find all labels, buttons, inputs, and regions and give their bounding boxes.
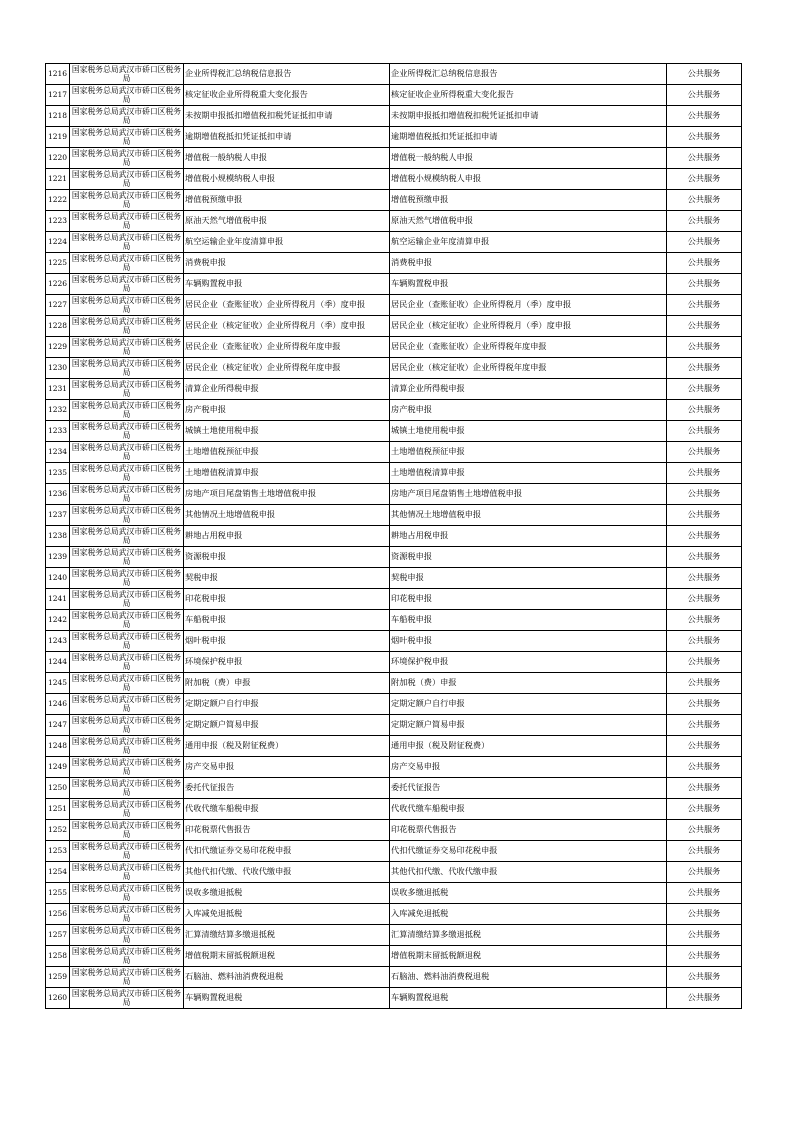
department-name: 国家税务总局武汉市硚口区税务局 (70, 442, 184, 463)
row-number: 1230 (46, 358, 70, 379)
table-row (46, 127, 742, 148)
service-name: 附加税（费）申报 (184, 673, 390, 694)
table-row (46, 757, 742, 778)
department-name: 国家税务总局武汉市硚口区税务局 (70, 316, 184, 337)
service-type: 公共服务 (667, 820, 742, 841)
department-name: 国家税务总局武汉市硚口区税务局 (70, 421, 184, 442)
service-item: 其他情况土地增值税申报 (390, 505, 667, 526)
department-name: 国家税务总局武汉市硚口区税务局 (70, 967, 184, 988)
service-name: 居民企业（核定征收）企业所得税月（季）度申报 (184, 316, 390, 337)
service-item: 附加税（费）申报 (390, 673, 667, 694)
service-item: 土地增值税清算申报 (390, 463, 667, 484)
service-item: 耕地占用税申报 (390, 526, 667, 547)
service-type: 公共服务 (667, 106, 742, 127)
service-name: 定期定额户自行申报 (184, 694, 390, 715)
row-number: 1259 (46, 967, 70, 988)
service-item: 印花税申报 (390, 589, 667, 610)
service-name: 航空运输企业年度清算申报 (184, 232, 390, 253)
service-item: 通用申报（税及附征税费） (390, 736, 667, 757)
service-name: 企业所得税汇总纳税信息报告 (184, 64, 390, 85)
department-name: 国家税务总局武汉市硚口区税务局 (70, 778, 184, 799)
row-number: 1217 (46, 85, 70, 106)
service-item: 清算企业所得税申报 (390, 379, 667, 400)
table-row (46, 295, 742, 316)
service-type: 公共服务 (667, 337, 742, 358)
table-row (46, 547, 742, 568)
table-row (46, 316, 742, 337)
table-row (46, 568, 742, 589)
service-name: 环境保护税申报 (184, 652, 390, 673)
row-number: 1258 (46, 946, 70, 967)
service-name: 车船税申报 (184, 610, 390, 631)
service-name: 资源税申报 (184, 547, 390, 568)
department-name: 国家税务总局武汉市硚口区税务局 (70, 232, 184, 253)
service-type: 公共服务 (667, 85, 742, 106)
row-number: 1222 (46, 190, 70, 211)
service-name: 房产交易申报 (184, 757, 390, 778)
service-item: 入库减免退抵税 (390, 904, 667, 925)
service-type: 公共服务 (667, 925, 742, 946)
department-name: 国家税务总局武汉市硚口区税务局 (70, 484, 184, 505)
table-row (46, 463, 742, 484)
service-item: 居民企业（核定征收）企业所得税年度申报 (390, 358, 667, 379)
service-item: 增值税小规模纳税人申报 (390, 169, 667, 190)
service-type: 公共服务 (667, 64, 742, 85)
department-name: 国家税务总局武汉市硚口区税务局 (70, 190, 184, 211)
department-name: 国家税务总局武汉市硚口区税务局 (70, 631, 184, 652)
service-name: 居民企业（核定征收）企业所得税年度申报 (184, 358, 390, 379)
service-type: 公共服务 (667, 694, 742, 715)
department-name: 国家税务总局武汉市硚口区税务局 (70, 127, 184, 148)
row-number: 1237 (46, 505, 70, 526)
service-name: 印花税申报 (184, 589, 390, 610)
row-number: 1241 (46, 589, 70, 610)
row-number: 1223 (46, 211, 70, 232)
service-type: 公共服务 (667, 169, 742, 190)
service-item: 委托代征报告 (390, 778, 667, 799)
service-type: 公共服务 (667, 379, 742, 400)
service-item: 代收代缴车船税申报 (390, 799, 667, 820)
department-name: 国家税务总局武汉市硚口区税务局 (70, 883, 184, 904)
service-item: 居民企业（查账征收）企业所得税年度申报 (390, 337, 667, 358)
service-type: 公共服务 (667, 883, 742, 904)
service-type: 公共服务 (667, 316, 742, 337)
service-item: 房产交易申报 (390, 757, 667, 778)
service-type: 公共服务 (667, 589, 742, 610)
service-type: 公共服务 (667, 274, 742, 295)
department-name: 国家税务总局武汉市硚口区税务局 (70, 904, 184, 925)
service-name: 未按期申报抵扣增值税扣税凭证抵扣申请 (184, 106, 390, 127)
service-item: 定期定额户自行申报 (390, 694, 667, 715)
row-number: 1254 (46, 862, 70, 883)
department-name: 国家税务总局武汉市硚口区税务局 (70, 736, 184, 757)
service-name: 石脑油、燃料油消费税退税 (184, 967, 390, 988)
service-type: 公共服务 (667, 841, 742, 862)
department-name: 国家税务总局武汉市硚口区税务局 (70, 841, 184, 862)
service-item: 房产税申报 (390, 400, 667, 421)
row-number: 1238 (46, 526, 70, 547)
row-number: 1221 (46, 169, 70, 190)
service-item: 其他代扣代缴、代收代缴申报 (390, 862, 667, 883)
service-name: 城镇土地使用税申报 (184, 421, 390, 442)
service-type: 公共服务 (667, 505, 742, 526)
service-name: 烟叶税申报 (184, 631, 390, 652)
department-name: 国家税务总局武汉市硚口区税务局 (70, 589, 184, 610)
row-number: 1246 (46, 694, 70, 715)
department-name: 国家税务总局武汉市硚口区税务局 (70, 925, 184, 946)
service-name: 契税申报 (184, 568, 390, 589)
service-name: 居民企业（查账征收）企业所得税月（季）度申报 (184, 295, 390, 316)
service-type: 公共服务 (667, 904, 742, 925)
row-number: 1220 (46, 148, 70, 169)
service-name: 增值税期末留抵税额退税 (184, 946, 390, 967)
table-row (46, 694, 742, 715)
service-name: 增值税小规模纳税人申报 (184, 169, 390, 190)
service-type: 公共服务 (667, 400, 742, 421)
department-name: 国家税务总局武汉市硚口区税务局 (70, 274, 184, 295)
table-row (46, 526, 742, 547)
department-name: 国家税务总局武汉市硚口区税务局 (70, 715, 184, 736)
service-name: 其他情况土地增值税申报 (184, 505, 390, 526)
department-name: 国家税务总局武汉市硚口区税务局 (70, 295, 184, 316)
service-type: 公共服务 (667, 946, 742, 967)
row-number: 1248 (46, 736, 70, 757)
service-name: 增值税预缴申报 (184, 190, 390, 211)
department-name: 国家税务总局武汉市硚口区税务局 (70, 148, 184, 169)
service-item: 房地产项目尾盘销售土地增值税申报 (390, 484, 667, 505)
table-row (46, 190, 742, 211)
row-number: 1231 (46, 379, 70, 400)
row-number: 1257 (46, 925, 70, 946)
department-name: 国家税务总局武汉市硚口区税务局 (70, 568, 184, 589)
row-number: 1229 (46, 337, 70, 358)
table-row (46, 652, 742, 673)
row-number: 1235 (46, 463, 70, 484)
service-type: 公共服务 (667, 358, 742, 379)
row-number: 1236 (46, 484, 70, 505)
row-number: 1226 (46, 274, 70, 295)
service-name: 原油天然气增值税申报 (184, 211, 390, 232)
service-name: 车辆购置税退税 (184, 988, 390, 1009)
department-name: 国家税务总局武汉市硚口区税务局 (70, 547, 184, 568)
table-row (46, 799, 742, 820)
table-row (46, 778, 742, 799)
service-type: 公共服务 (667, 484, 742, 505)
service-type: 公共服务 (667, 568, 742, 589)
table-row (46, 883, 742, 904)
service-item: 核定征收企业所得税重大变化报告 (390, 85, 667, 106)
table-row (46, 820, 742, 841)
service-type: 公共服务 (667, 253, 742, 274)
table-row (46, 715, 742, 736)
service-name: 汇算清缴结算多缴退抵税 (184, 925, 390, 946)
service-item: 居民企业（查账征收）企业所得税月（季）度申报 (390, 295, 667, 316)
service-name: 土地增值税清算申报 (184, 463, 390, 484)
service-item: 误收多缴退抵税 (390, 883, 667, 904)
service-item: 企业所得税汇总纳税信息报告 (390, 64, 667, 85)
table-row (46, 904, 742, 925)
service-name: 逾期增值税抵扣凭证抵扣申请 (184, 127, 390, 148)
table-row (46, 988, 742, 1009)
service-type: 公共服务 (667, 211, 742, 232)
row-number: 1232 (46, 400, 70, 421)
department-name: 国家税务总局武汉市硚口区税务局 (70, 253, 184, 274)
department-name: 国家税务总局武汉市硚口区税务局 (70, 169, 184, 190)
service-type: 公共服务 (667, 232, 742, 253)
row-number: 1228 (46, 316, 70, 337)
row-number: 1234 (46, 442, 70, 463)
service-name: 清算企业所得税申报 (184, 379, 390, 400)
table-row (46, 505, 742, 526)
service-name: 代收代缴车船税申报 (184, 799, 390, 820)
row-number: 1249 (46, 757, 70, 778)
department-name: 国家税务总局武汉市硚口区税务局 (70, 610, 184, 631)
table-row (46, 337, 742, 358)
department-name: 国家税务总局武汉市硚口区税务局 (70, 463, 184, 484)
service-type: 公共服务 (667, 190, 742, 211)
department-name: 国家税务总局武汉市硚口区税务局 (70, 85, 184, 106)
service-item: 城镇土地使用税申报 (390, 421, 667, 442)
service-name: 消费税申报 (184, 253, 390, 274)
service-item: 原油天然气增值税申报 (390, 211, 667, 232)
row-number: 1255 (46, 883, 70, 904)
service-type: 公共服务 (667, 526, 742, 547)
service-item: 车辆购置税申报 (390, 274, 667, 295)
service-type: 公共服务 (667, 799, 742, 820)
department-name: 国家税务总局武汉市硚口区税务局 (70, 799, 184, 820)
service-name: 通用申报（税及附征税费） (184, 736, 390, 757)
department-name: 国家税务总局武汉市硚口区税务局 (70, 211, 184, 232)
row-number: 1227 (46, 295, 70, 316)
service-item: 车辆购置税退税 (390, 988, 667, 1009)
service-name: 土地增值税预征申报 (184, 442, 390, 463)
department-name: 国家税务总局武汉市硚口区税务局 (70, 652, 184, 673)
table-row (46, 946, 742, 967)
service-item: 车船税申报 (390, 610, 667, 631)
service-name: 代扣代缴证券交易印花税申报 (184, 841, 390, 862)
row-number: 1218 (46, 106, 70, 127)
service-name: 车辆购置税申报 (184, 274, 390, 295)
table-row (46, 589, 742, 610)
service-item: 石脑油、燃料油消费税退税 (390, 967, 667, 988)
service-item: 消费税申报 (390, 253, 667, 274)
service-item: 增值税一般纳税人申报 (390, 148, 667, 169)
row-number: 1253 (46, 841, 70, 862)
table-row (46, 211, 742, 232)
service-type: 公共服务 (667, 295, 742, 316)
service-type: 公共服务 (667, 715, 742, 736)
service-type: 公共服务 (667, 757, 742, 778)
service-name: 委托代征报告 (184, 778, 390, 799)
service-name: 房地产项目尾盘销售土地增值税申报 (184, 484, 390, 505)
service-item: 土地增值税预征申报 (390, 442, 667, 463)
service-type: 公共服务 (667, 862, 742, 883)
table-row (46, 64, 742, 85)
table-row (46, 421, 742, 442)
service-type: 公共服务 (667, 673, 742, 694)
table-row (46, 673, 742, 694)
table-row (46, 274, 742, 295)
row-number: 1239 (46, 547, 70, 568)
service-item: 增值税预缴申报 (390, 190, 667, 211)
service-type: 公共服务 (667, 778, 742, 799)
department-name: 国家税务总局武汉市硚口区税务局 (70, 694, 184, 715)
service-item: 环境保护税申报 (390, 652, 667, 673)
table-row (46, 106, 742, 127)
department-name: 国家税务总局武汉市硚口区税务局 (70, 757, 184, 778)
service-type: 公共服务 (667, 127, 742, 148)
table-row (46, 484, 742, 505)
service-name: 核定征收企业所得税重大变化报告 (184, 85, 390, 106)
row-number: 1224 (46, 232, 70, 253)
table-row (46, 610, 742, 631)
department-name: 国家税务总局武汉市硚口区税务局 (70, 400, 184, 421)
service-type: 公共服务 (667, 148, 742, 169)
table-row (46, 253, 742, 274)
service-type: 公共服务 (667, 421, 742, 442)
department-name: 国家税务总局武汉市硚口区税务局 (70, 358, 184, 379)
table-row (46, 169, 742, 190)
service-type: 公共服务 (667, 631, 742, 652)
service-item: 代扣代缴证券交易印花税申报 (390, 841, 667, 862)
row-number: 1251 (46, 799, 70, 820)
service-name: 耕地占用税申报 (184, 526, 390, 547)
table-row (46, 841, 742, 862)
table-row (46, 358, 742, 379)
row-number: 1245 (46, 673, 70, 694)
service-item: 资源税申报 (390, 547, 667, 568)
row-number: 1225 (46, 253, 70, 274)
service-name: 入库减免退抵税 (184, 904, 390, 925)
table-row (46, 400, 742, 421)
table-row (46, 967, 742, 988)
row-number: 1256 (46, 904, 70, 925)
row-number: 1242 (46, 610, 70, 631)
row-number: 1260 (46, 988, 70, 1009)
table-body (46, 64, 742, 1009)
department-name: 国家税务总局武汉市硚口区税务局 (70, 862, 184, 883)
row-number: 1247 (46, 715, 70, 736)
service-item: 增值税期末留抵税额退税 (390, 946, 667, 967)
table-row (46, 736, 742, 757)
row-number: 1233 (46, 421, 70, 442)
service-type: 公共服务 (667, 988, 742, 1009)
department-name: 国家税务总局武汉市硚口区税务局 (70, 64, 184, 85)
department-name: 国家税务总局武汉市硚口区税务局 (70, 673, 184, 694)
department-name: 国家税务总局武汉市硚口区税务局 (70, 988, 184, 1009)
service-item: 逾期增值税抵扣凭证抵扣申请 (390, 127, 667, 148)
service-item: 未按期申报抵扣增值税扣税凭证抵扣申请 (390, 106, 667, 127)
table-row (46, 85, 742, 106)
service-name: 误收多缴退抵税 (184, 883, 390, 904)
department-name: 国家税务总局武汉市硚口区税务局 (70, 526, 184, 547)
service-type: 公共服务 (667, 967, 742, 988)
service-type: 公共服务 (667, 463, 742, 484)
service-type: 公共服务 (667, 652, 742, 673)
service-name: 房产税申报 (184, 400, 390, 421)
department-name: 国家税务总局武汉市硚口区税务局 (70, 379, 184, 400)
row-number: 1219 (46, 127, 70, 148)
service-item: 汇算清缴结算多缴退抵税 (390, 925, 667, 946)
service-name: 增值税一般纳税人申报 (184, 148, 390, 169)
service-item: 烟叶税申报 (390, 631, 667, 652)
row-number: 1243 (46, 631, 70, 652)
department-name: 国家税务总局武汉市硚口区税务局 (70, 505, 184, 526)
table-row (46, 925, 742, 946)
service-type: 公共服务 (667, 547, 742, 568)
row-number: 1244 (46, 652, 70, 673)
service-item: 居民企业（核定征收）企业所得税月（季）度申报 (390, 316, 667, 337)
service-name: 定期定额户简易申报 (184, 715, 390, 736)
service-item: 航空运输企业年度清算申报 (390, 232, 667, 253)
service-item: 契税申报 (390, 568, 667, 589)
department-name: 国家税务总局武汉市硚口区税务局 (70, 337, 184, 358)
row-number: 1216 (46, 64, 70, 85)
row-number: 1250 (46, 778, 70, 799)
service-list-table (45, 63, 742, 1009)
service-type: 公共服务 (667, 442, 742, 463)
row-number: 1252 (46, 820, 70, 841)
row-number: 1240 (46, 568, 70, 589)
department-name: 国家税务总局武汉市硚口区税务局 (70, 820, 184, 841)
service-type: 公共服务 (667, 736, 742, 757)
service-item: 定期定额户简易申报 (390, 715, 667, 736)
table-row (46, 631, 742, 652)
service-name: 印花税票代售报告 (184, 820, 390, 841)
table-row (46, 148, 742, 169)
table-row (46, 379, 742, 400)
department-name: 国家税务总局武汉市硚口区税务局 (70, 946, 184, 967)
table-row (46, 232, 742, 253)
table-row (46, 862, 742, 883)
service-type: 公共服务 (667, 610, 742, 631)
service-name: 居民企业（查账征收）企业所得税年度申报 (184, 337, 390, 358)
service-item: 印花税票代售报告 (390, 820, 667, 841)
table-row (46, 442, 742, 463)
service-name: 其他代扣代缴、代收代缴申报 (184, 862, 390, 883)
department-name: 国家税务总局武汉市硚口区税务局 (70, 106, 184, 127)
